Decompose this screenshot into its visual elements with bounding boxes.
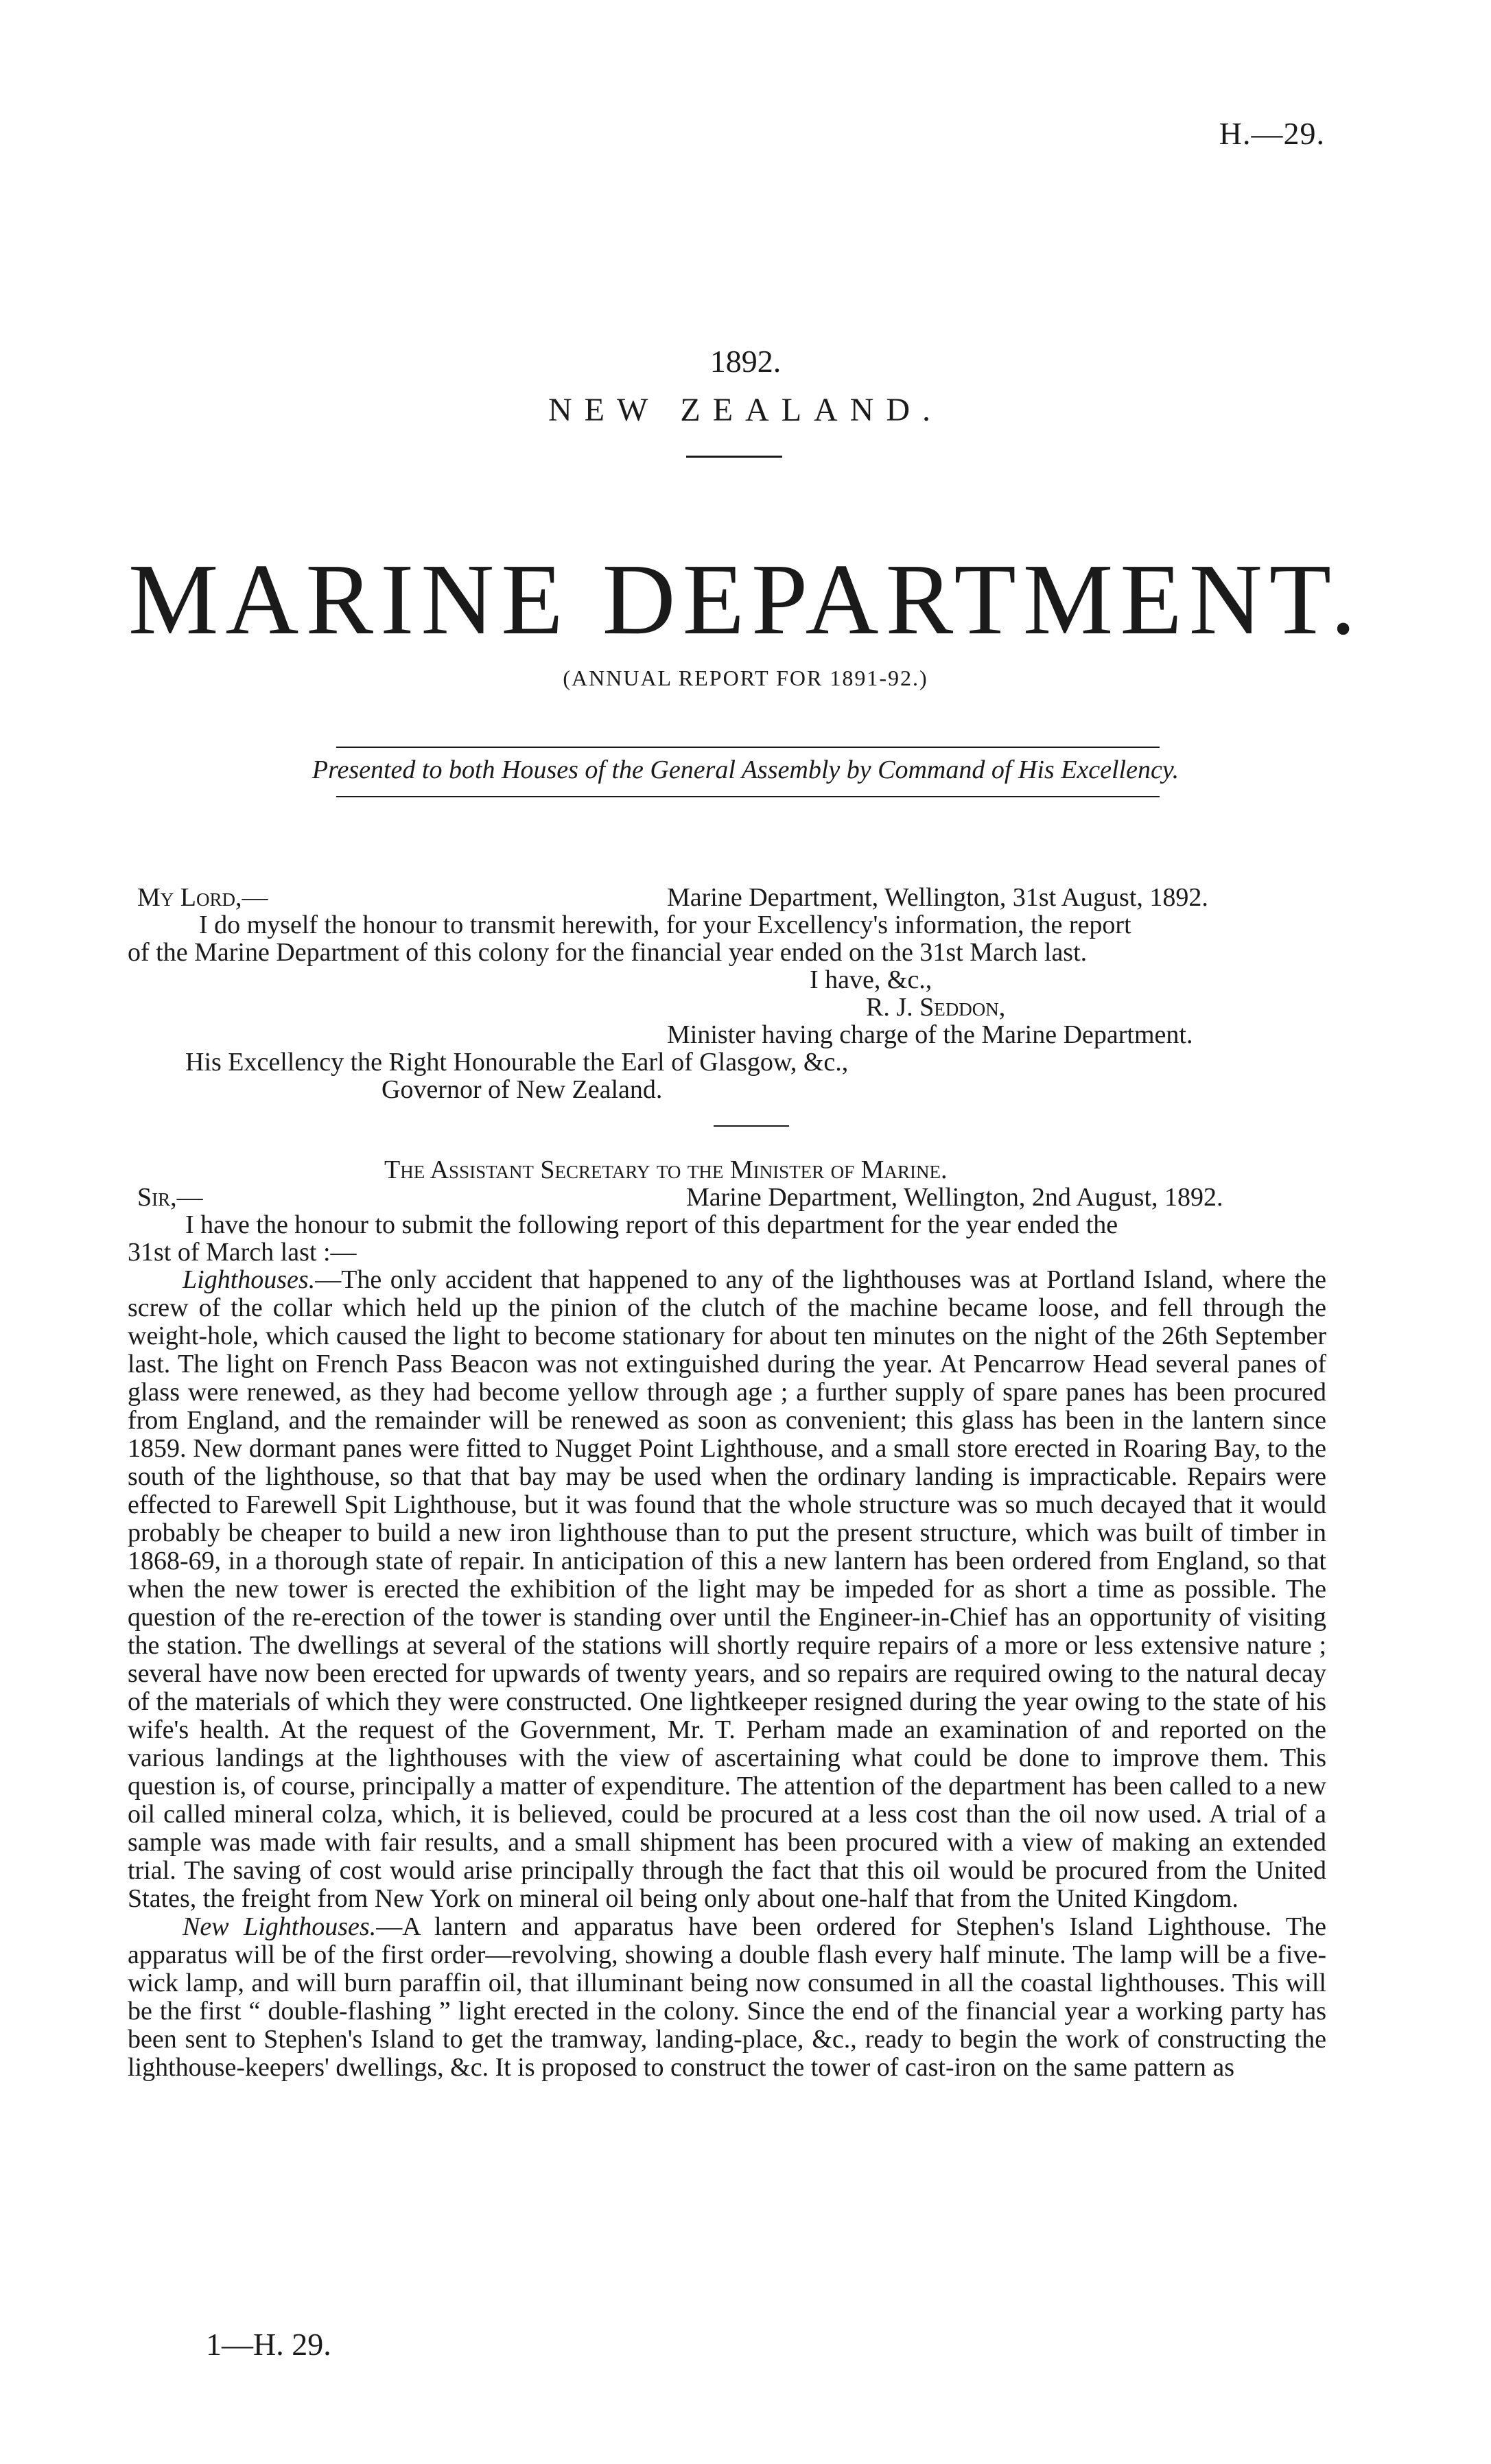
letter1-line2: of the Marine Department of this colony for the financial year ended on the 31st March last. [128,938,1088,967]
letter1-salutation: My Lord,— [137,883,268,912]
letter1-addressee1: His Excellency the Right Honourable the Earl of Glasgow, &c., [185,1048,849,1077]
letter1-line1: I do myself the honour to transmit herewith, for your Excellency's information, the report [199,911,1131,939]
letter2-intro-line2: 31st of March last :— [128,1238,357,1267]
lighthouses-text: —The only accident that happened to any of the lighthouses was at Portland Island, where the screw of the collar which held up the pinion of the clutch of the machine became loose, and fell through the weight-hole, which caused the light to become stationary for about ten minutes on the night of the 26th September last. The light on French Pass Beacon was not extinguished during the year. At Pencarrow Head several panes of glass were renewed, as they had become yellow through age ; a further supply of spare panes has been procured from England, and the remainder will be renewed as soon as convenient; this glass has been in the lantern since 1859. New dormant panes were fitted to Nugget Point Lighthouse, and a small store erected in Roaring Bay, to the south of the lighthouse, so that that bay may be used when the ordinary landing is impracticable. Repairs were effected to Farewell Spit Lighthouse, but it was found that the whole structure was so much decayed that it would probably be cheaper to build a new iron lighthouse than to put the present structure, which was built of timber in 1868-69, in a thorough state of repair. In anticipation of this a new lantern has been ordered from England, so that when the new tower is erected the exhibition of the light may be impeded for as short a time as possible. The question of the re-erection of the tower is standing over until the Engineer-in-Chief has an opportunity of visiting the station. The dwellings at several of the stations will shortly require repairs of a more or less extensive nature ; several have now been erected for upwards of twenty years, and so repairs are required owing to the natural decay of the materials of which they were constructed. One lightkeeper resigned during the year owing to the state of his wife's health. At the request of the Government, Mr. T. Perham made an examination of and reported on the various landings at the lighthouses with the view of ascertaining what could be done to improve them. This question is, of course, principally a matter of expenditure. The attention of the department has been called to a new oil called mineral colza, which, it is believed, could be procured at a less cost than the oil now used. A trial of a sample was made with fair results, and a small shipment has been procured with a view of making an extended trial. The saving of cost would arise principally through the fact that this oil would be procured from the United States, the freight from New York on mineral oil being only about one-half that from the United Kingdom. [128,1265,1326,1913]
letter1-addressee2: Governor of New Zealand. [381,1075,663,1104]
letter2-intro-line1: I have the honour to submit the following report of this department for the year ended the [185,1210,1118,1239]
presented-rule-top [336,747,1160,748]
new-lighthouses-text: —A lantern and apparatus have been ordered for Stephen's Island Lighthouse. The apparatus will be of the first order—revolving, showing a double flash every half minute. The lamp will be a five-wick lamp, and will burn paraffin oil, that illuminant being now consumed in all the coastal lighthouses. This will be the first “ double-flashing ” light erected in the colony. Since the end of the financial year a working party has been sent to Stephen's Island to get the tramway, landing-place, &c., ready to begin the work of constructing the lighthouse-keepers' dwellings, &c. It is proposed to construct the tower of cast-iron on the same pattern as [128,1912,1326,2082]
letter2-dateline: Marine Department, Wellington, 2nd August, 1892. [686,1183,1223,1212]
new-lighthouses-heading: New Lighthouses. [183,1912,377,1941]
document-title: MARINE DEPARTMENT. [128,543,1363,656]
document-reference: H.—29. [1219,116,1325,151]
document-year: 1892. [709,344,782,379]
title-divider-short [686,456,782,458]
document-country: NEW ZEALAND. [548,392,943,428]
document-subtitle: (ANNUAL REPORT FOR 1891-92.) [563,666,928,690]
letter1-signature: R. J. Seddon, [866,993,1006,1022]
report-body [128,1266,1326,2082]
presented-line: Presented to both Houses of the General Assembly by Command of His Excellency. [312,755,1179,784]
letter2-heading: The Assistant Secretary to the Minister of Marine. [384,1155,948,1184]
letter1-position: Minister having charge of the Marine Department. [667,1020,1193,1049]
lighthouses-heading: Lighthouses. [183,1265,316,1294]
presented-rule-bottom [336,796,1160,797]
new-lighthouses-paragraph [128,1913,1326,2082]
page-footer: 1—H. 29. [206,2327,331,2362]
letter1-closing: I have, &c., [810,965,932,994]
letter1-dateline: Marine Department, Wellington, 31st August, 1892. [667,883,1208,912]
lighthouses-paragraph [128,1266,1326,1913]
letter2-salutation: Sir,— [137,1183,203,1212]
letter-divider [714,1125,789,1127]
